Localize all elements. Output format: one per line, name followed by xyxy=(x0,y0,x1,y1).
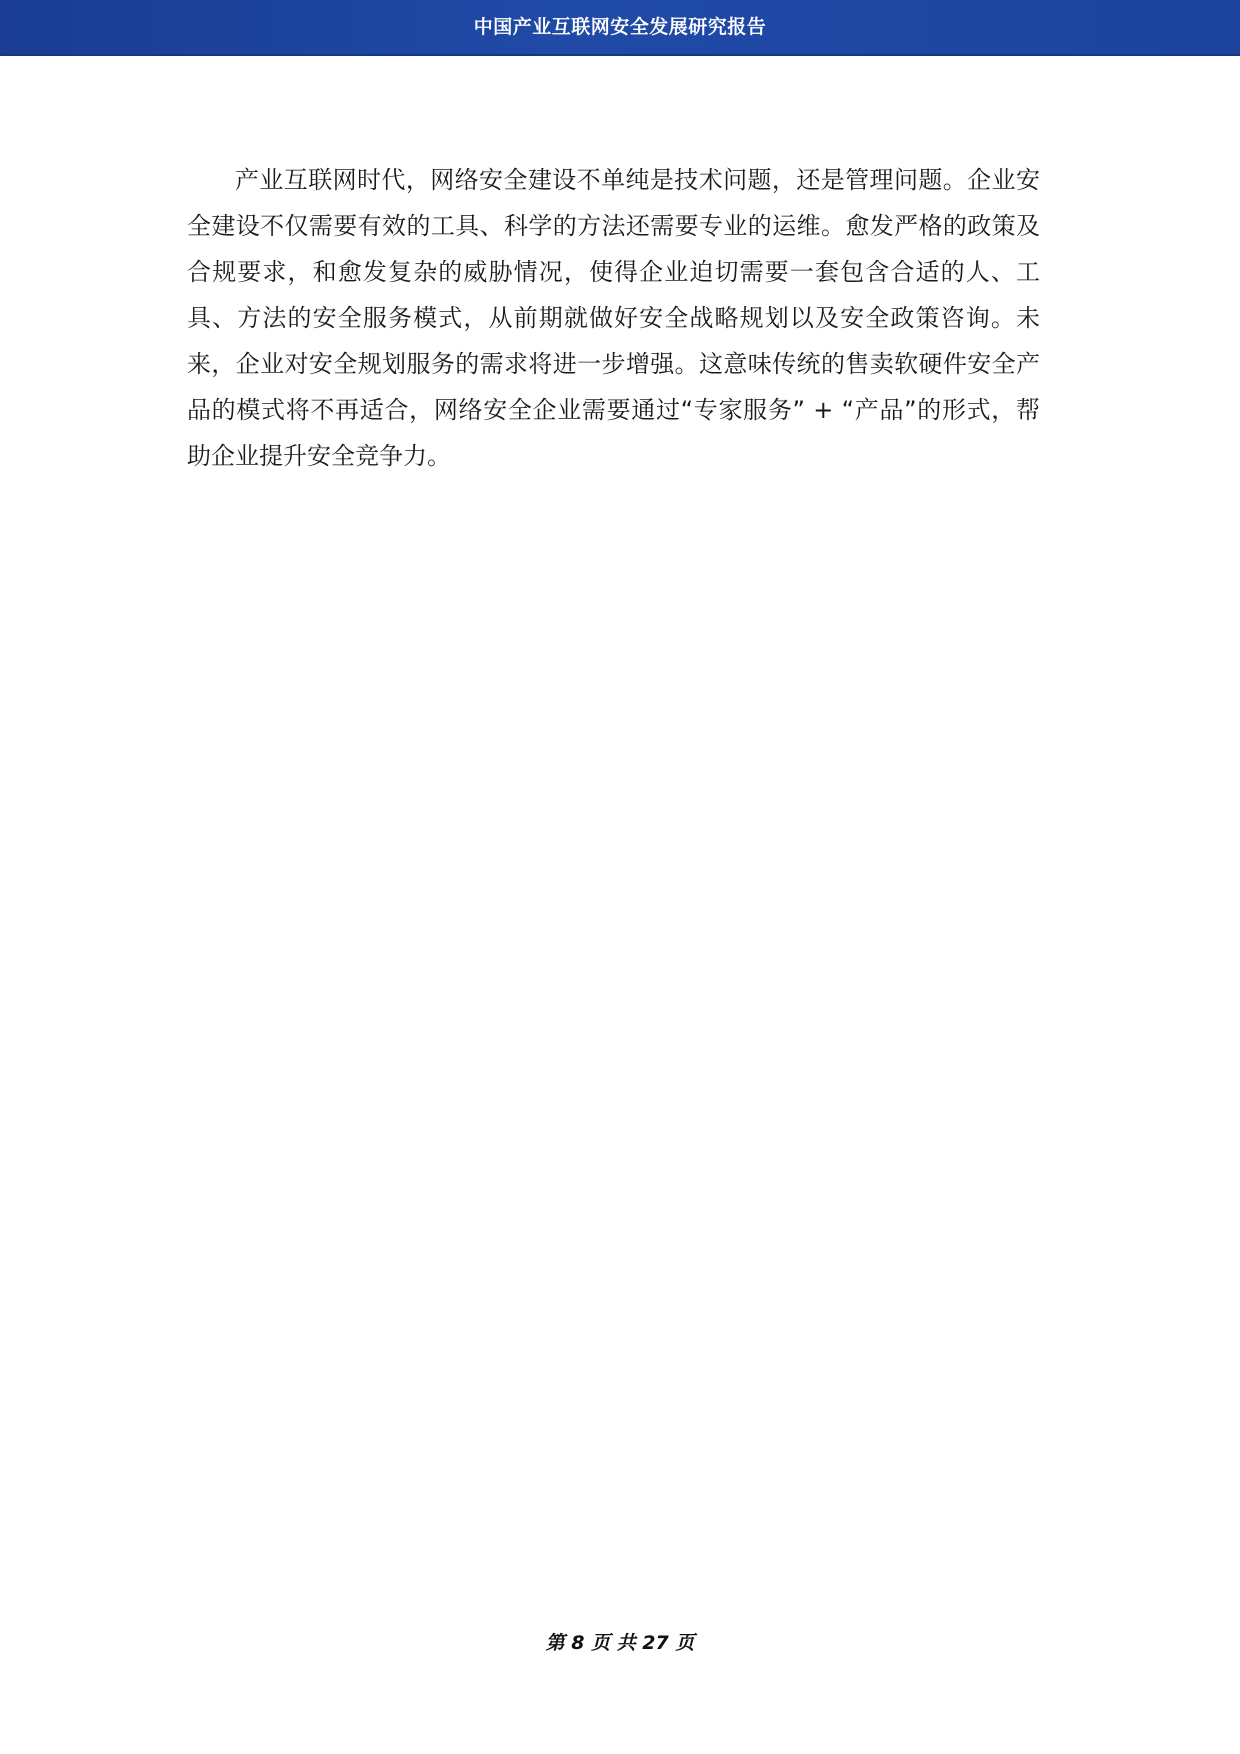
report-title: 中国产业互联网安全发展研究报告 xyxy=(473,16,767,38)
body-paragraph: 产业互联网时代，网络安全建设不单纯是技术问题，还是管理问题。企业安全建设不仅需要有效的工具、科学的方法还需要专业的运维。愈发严格的政策及合规要求，和愈发复杂的威胁情况，使得企业迫切需要一套包含合适的人、工具、方法的安全服务模式，从前期就做好安全战略规划以及安全政策咨询。未来，企业对安全规划服务的需求将进一步增强。这意味传统的售卖软硬件安全产品的模式将不再适合，网络安全企业需要通过“专家服务” + “产品”的形式，帮助企业提升安全竞争力。 xyxy=(187,166,1040,470)
page-header xyxy=(0,0,1240,56)
page-number: 第 8 页 共 27 页 xyxy=(545,1632,695,1654)
